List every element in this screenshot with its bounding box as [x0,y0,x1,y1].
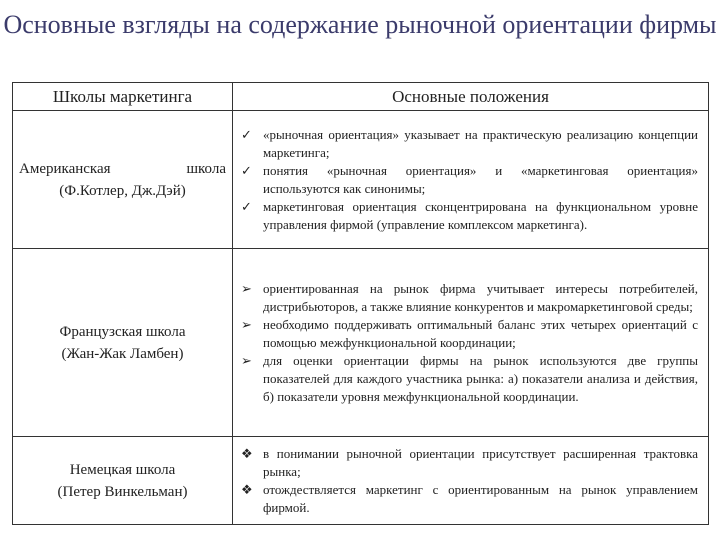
table-header-row [13,83,709,111]
header-positions: Основные положения [233,83,709,111]
list-item: ❖ в понимании рыночной ориентации присутствует расширенная трактовка рынка; [241,445,698,479]
list-item: ✓ маркетинговая ориентация сконцентрирована на функциональном уровне управления фирмой (управление комплексом маркетинга). [241,198,698,232]
positions-cell [233,111,709,249]
list-item: ❖ отождествляется маркетинг с ориентированным на рынок управлением фирмой. [241,481,698,515]
school-author: (Жан-Жак Ламбен) [61,345,184,362]
arrow-bullet-icon: ➢ [241,316,252,332]
checkmark-icon: ✓ [241,198,252,214]
header-schools: Школы маркетинга [13,83,233,111]
school-name: Американская школа [19,160,226,177]
table-row [13,437,709,525]
slide-title: Основные взгляды на содержание рыночной ориентации фирмы [3,10,717,39]
list-item: ➢ необходимо поддерживать оптимальный баланс этих четырех ориентаций с помощью межфункциональной координации; [241,316,698,350]
marketing-schools-table [12,82,709,525]
school-author: (Ф.Котлер, Дж.Дэй) [59,182,186,199]
list-item: ➢ для оценки ориентации фирмы на рынок используются две группы показателей для каждого участника рынка: а) показатели анализа и действия, б) показатели уровня межфункциональной координации. [241,352,698,404]
positions-cell [233,249,709,437]
list-item: ✓ понятия «рыночная ориентация» и «маркетинговая ориентация» используются как синонимы; [241,162,698,196]
school-cell [13,249,233,437]
list-item: ✓ «рыночная ориентация» указывает на практическую реализацию концепции маркетинга; [241,126,698,160]
list-item: ➢ ориентированная на рынок фирма учитывает интересы потребителей, дистрибьюторов, а также влияние конкурентов и макромаркетинговой среды; [241,280,698,314]
school-name: Немецкая школа [69,461,176,478]
school-name: Французская школа [59,323,186,340]
school-cell [13,111,233,249]
arrow-bullet-icon: ➢ [241,352,252,368]
diamond-bullet-icon: ❖ [241,481,253,497]
diamond-bullet-icon: ❖ [241,445,253,461]
positions-cell [233,437,709,525]
checkmark-icon: ✓ [241,162,252,178]
arrow-bullet-icon: ➢ [241,280,252,296]
school-author: (Петер Винкельман) [57,483,188,500]
checkmark-icon: ✓ [241,126,252,142]
school-cell [13,437,233,525]
table-row [13,111,709,249]
table-row [13,249,709,437]
